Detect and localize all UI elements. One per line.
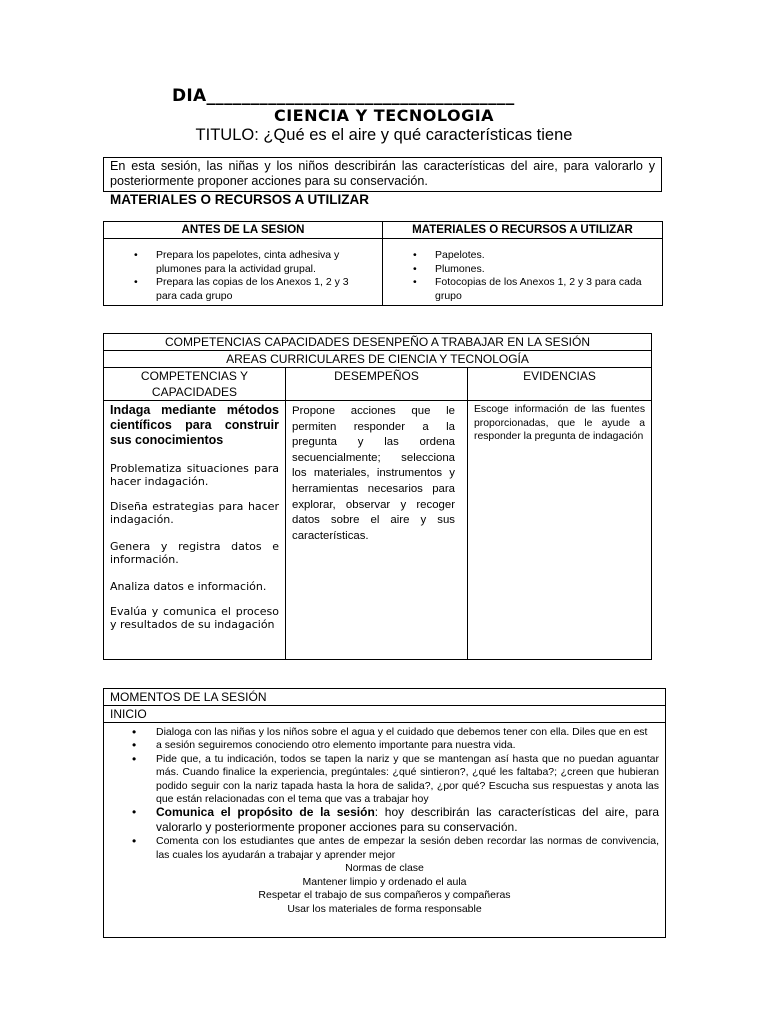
list-item: • Comenta con los estudiantes que antes de empezar la sesión deben recordar las normas de convivencia, las cuales los ayudarán a trabajar y aprender mejor [156, 835, 659, 862]
col-performance: DESEMPEÑOS [286, 368, 468, 401]
capacity-item: Evalúa y comunica el proceso y resultados de su indagación [110, 605, 279, 631]
materials-heading: MATERIALES O RECURSOS A UTILIZAR [110, 192, 369, 207]
col-materials: MATERIALES O RECURSOS A UTILIZAR [383, 222, 663, 239]
rule-item: Respetar el trabajo de sus compañeros y compañeras [258, 889, 511, 902]
materials-table [103, 221, 663, 306]
capacity-item: Problematiza situaciones para hacer indagación. [110, 462, 279, 488]
inicio-label: INICIO [104, 706, 666, 723]
curricular-area-title: AREAS CURRICULARES DE CIENCIA Y TECNOLOGÍA [104, 351, 652, 368]
list-item: • Prepara los papelotes, cinta adhesiva y plumones para la actividad grupal. [156, 249, 372, 276]
rules-title: Normas de clase [345, 862, 424, 875]
list-item [156, 806, 659, 835]
area-title: CIENCIA Y TECNOLOGIA [273, 106, 495, 125]
session-moments-table [103, 688, 666, 938]
purpose-label: Comunica el propósito de la sesión [156, 805, 375, 820]
capacity-item: Diseña estrategias para hacer indagación. [110, 500, 279, 526]
purpose-text: : hoy describirán las características del aire, para valorarlo y posteriormente proponer acciones para su conservación. [156, 805, 659, 834]
class-rules [110, 862, 659, 916]
materials-cell [383, 239, 663, 306]
performance-cell [286, 401, 468, 660]
list-item: • Dialoga con las niñas y los niños sobre el agua y el cuidado que debemos tener con ella. Diles que en est [156, 726, 659, 739]
capacity-item: Genera y registra datos e información. [110, 540, 279, 566]
performance-text: Propone acciones que le permiten responder a la pregunta y las ordena secuencialmente; selecciona los materiales, instrumentos y herramientas necesarios para explorar, observar y recoger datos sobre el aire y sus características. [292, 405, 455, 542]
col-before-session: ANTES DE LA SESION [104, 222, 383, 239]
moments-title: MOMENTOS DE LA SESIÓN [104, 689, 666, 706]
date-line: DIA___________________________________ [172, 86, 515, 106]
session-title: TITULO: ¿Qué es el aire y qué características tiene [195, 126, 573, 144]
before-session-cell [104, 239, 383, 306]
list-item: • Papelotes. [435, 249, 654, 263]
intro-box: En esta sesión, las niñas y los niños describirán las características del aire, para valorarlo y posteriormente proponer acciones para su conservación. [103, 157, 662, 192]
col-evidence: EVIDENCIAS [468, 368, 652, 401]
col-competencies: COMPETENCIAS Y CAPACIDADES [104, 368, 286, 401]
competency-name: Indaga mediante métodos científicos para construir sus conocimientos [110, 403, 279, 447]
list-item: • Pide que, a tu indicación, todos se tapen la nariz y que se mantengan así hasta que no puedan aguantar más. Cuando finalice la experiencia, pregúntales: ¿qué sintieron?, ¿qué les faltaba?; ¿creen que hubieran podido seguir con la nariz tapada hasta la hora de salida?, ¿por qué? Escucha sus respuestas y anota las que están relacionadas con el tema que vas a trabajar hoy [156, 753, 659, 807]
evidence-cell [468, 401, 652, 660]
rule-item: Mantener limpio y ordenado el aula [302, 875, 467, 888]
inicio-content [104, 723, 666, 938]
evidence-text: Escoge información de las fuentes proporcionadas, que le ayude a responder la pregunta de indagación [474, 404, 646, 442]
competencies-cell [104, 401, 286, 660]
list-item: • a sesión seguiremos conociendo otro elemento importante para nuestra vida. [156, 739, 659, 752]
rule-item: Usar los materiales de forma responsable [287, 902, 482, 915]
competencies-table [103, 333, 652, 660]
competencies-title: COMPETENCIAS CAPACIDADES DESENPEÑO A TRABAJAR EN LA SESIÓN [104, 334, 652, 351]
list-item: • Plumones. [435, 263, 654, 277]
list-item: • Fotocopias de los Anexos 1, 2 y 3 para cada grupo [435, 276, 654, 303]
capacity-item: Analiza datos e información. [110, 580, 267, 593]
list-item: • Prepara las copias de los Anexos 1, 2 y 3 para cada grupo [156, 276, 372, 303]
